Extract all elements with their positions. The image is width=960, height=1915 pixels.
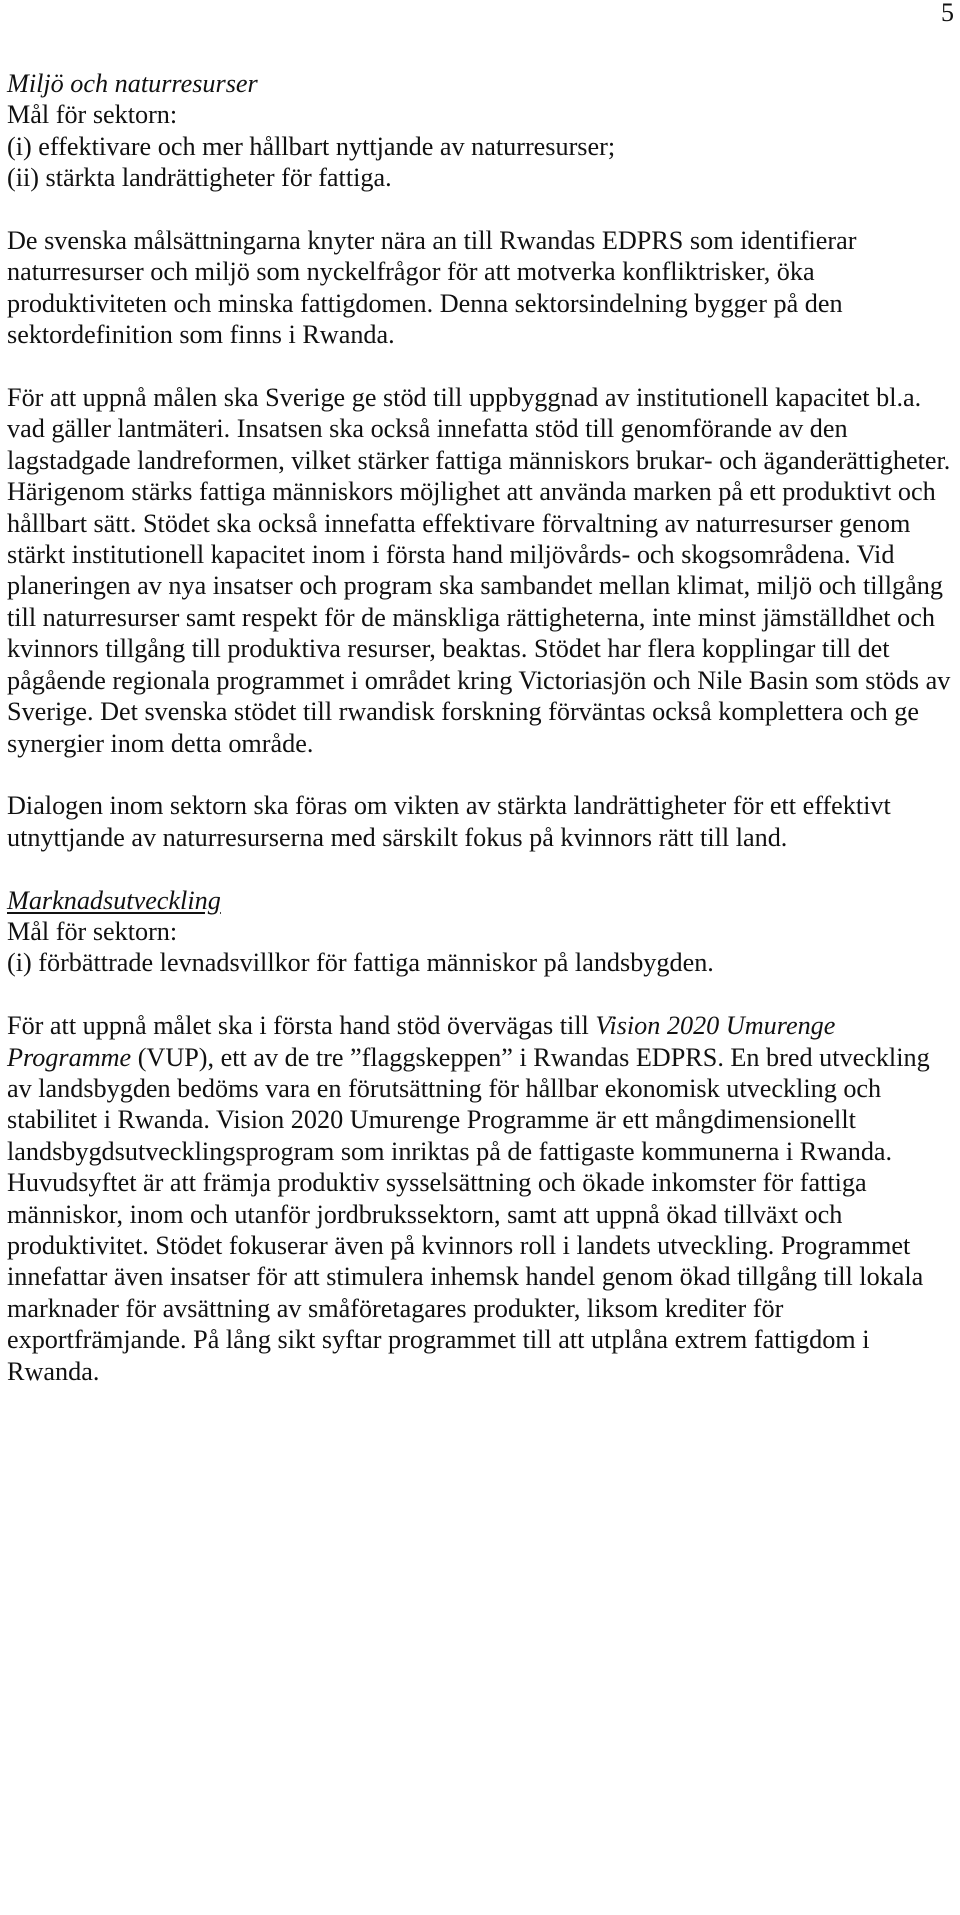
section-miljo — [7, 68, 952, 853]
section-marknad — [7, 885, 952, 1387]
paragraph: De svenska målsättningarna knyter nära an till Rwandas EDPRS som identifierar naturresurser och miljö som nyckelfrågor för att motverka konfliktrisker, öka produktiviteten och minska fattigdomen. Denna sektorsindelning bygger på den sektordefinition som finns i Rwanda. — [7, 226, 857, 350]
section-heading-marknad: Marknadsutveckling — [7, 885, 221, 915]
goals-label: Mål för sektorn: — [7, 100, 178, 130]
paragraph-text: (VUP), ett av de tre ”flaggskeppen” i Rwandas EDPRS. En bred utveckling av landsbygden bedöms vara en förutsättning för hållbar ekonomisk utveckling och stabilitet i Rwanda. Vision 2020 Umurenge Programme är ett mångdimensionellt landsbygdsutvecklingsprogram som inriktas på de fattigaste kommunerna i Rwanda. Huvudsyftet är att främja produktiv sysselsättning och ökade inkomster för fattiga människor, inom och utanför jordbrukssektorn, samt att uppnå ökad tillväxt och produktivitet. Stödet fokuserar även på kvinnors roll i landets utveckling. Programmet innefattar även insatser för att stimulera inhemsk handel genom ökad tillgång till lokala marknader för avsättning av småföretagares produkter, liksom krediter för exportfrämjande. På lång sikt syftar programmet till att utplåna extrem fattigdom i Rwanda. — [7, 1042, 930, 1386]
document-body — [7, 68, 952, 1387]
program-name-italic: Vision 2020 Umurenge Programme — [7, 1011, 836, 1072]
goals-label: Mål för sektorn: — [7, 916, 178, 946]
section-heading-miljo: Miljö och naturresurser — [7, 69, 258, 98]
paragraph: Dialogen inom sektorn ska föras om vikten av stärkta landrättigheter för ett effektivt utnyttjande av naturresurserna med särskilt fokus på kvinnors rätt till land. — [7, 791, 891, 852]
paragraph-text: För att uppnå målet ska i första hand stöd övervägas till — [7, 1011, 596, 1041]
goal-item: (i) förbättrade levnadsvillkor för fattiga människor på landsbygden. — [7, 948, 714, 978]
goal-item: (i) effektivare och mer hållbart nyttjande av naturresurser; — [7, 131, 616, 161]
paragraph — [7, 1010, 952, 1387]
page-number: 5 — [941, 0, 954, 27]
paragraph: För att uppnå målen ska Sverige ge stöd till uppbyggnad av institutionell kapacitet bl.a. vad gäller lantmäteri. Insatsen ska också innefatta stöd till genomförande av den lagstadgade landreformen, vilket stärker fattiga människors brukar- och äganderättigheter. Härigenom stärks fattiga människors möjlighet att använda marken på ett produktivt och hållbart sätt. Stödet ska också innefatta effektivare förvaltning av naturresurser genom stärkt institutionell kapacitet inom i första hand miljövårds- och skogsområdena. Vid planeringen av nya insatser och program ska sambandet mellan klimat, miljö och tillgång till naturresurser samt respekt för de mänskliga rättigheterna, inte minst jämställdhet och kvinnors tillgång till produktiva resurser, beaktas. Stödet har flera kopplingar till det pågående regionala programmet i området kring Victoriasjön och Nile Basin som stöds av Sverige. Det svenska stödet till rwandisk forskning förväntas också komplettera och ge synergier inom detta område. — [7, 383, 951, 758]
goal-item: (ii) stärkta landrättigheter för fattiga. — [7, 163, 392, 193]
